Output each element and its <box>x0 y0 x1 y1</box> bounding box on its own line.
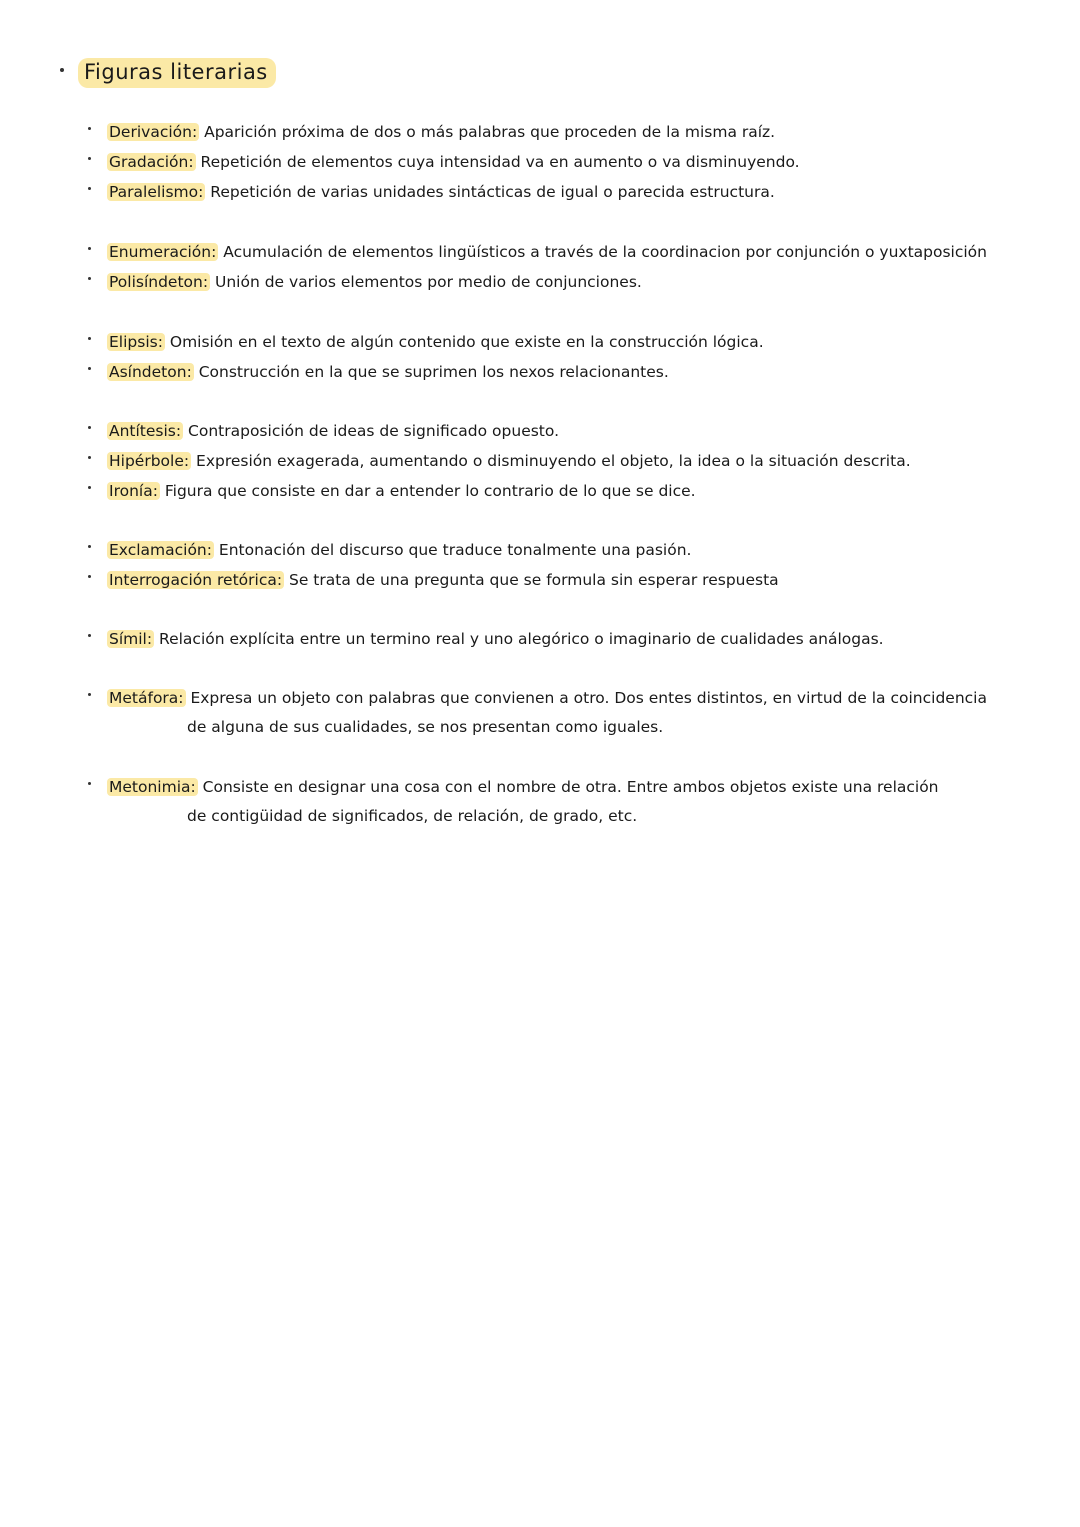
bullet-icon <box>88 127 91 130</box>
entry-definition: Expresa un objeto con palabras que convienen a otro. Dos entes distintos, en virtud de la coincidencia <box>185 689 987 707</box>
bullet-icon <box>88 157 91 160</box>
entry-term: Antítesis: <box>109 422 182 440</box>
entry-continuation: de contigüidad de significados, de relación, de grado, etc. <box>187 807 638 825</box>
entry-definition: Consiste en designar una cosa con el nombre de otra. Entre ambos objetos existe una relación <box>197 778 939 796</box>
list-item <box>88 566 1028 595</box>
list-item <box>88 536 1028 565</box>
entry-definition: Acumulación de elementos lingüísticos a través de la coordinacion por conjunción o yuxtaposición <box>218 243 987 261</box>
entry-definition: Aparición próxima de dos o más palabras que proceden de la misma raíz. <box>199 123 776 141</box>
list-item <box>88 268 1028 297</box>
bullet-icon <box>88 367 91 370</box>
entry-term: Derivación: <box>109 123 198 141</box>
entry-term: Metonimia: <box>109 778 196 796</box>
title-row <box>60 58 276 88</box>
bullet-icon <box>88 247 91 250</box>
bullet-icon <box>88 486 91 489</box>
bullet-icon <box>88 337 91 340</box>
entry-definition: Se trata de una pregunta que se formula sin esperar respuesta <box>284 571 779 589</box>
list-item <box>88 118 1028 147</box>
list-item <box>88 358 1028 387</box>
entry-definition: Relación explícita entre un termino real y uno alegórico o imaginario de cualidades análogas. <box>154 630 884 648</box>
list-item <box>88 447 1028 476</box>
entry-term: Gradación: <box>109 153 194 171</box>
bullet-icon <box>88 277 91 280</box>
bullet-icon <box>88 575 91 578</box>
entry-definition: Entonación del discurso que traduce tonalmente una pasión. <box>213 541 692 559</box>
bullet-icon <box>88 782 91 785</box>
entry-definition: Figura que consiste en dar a entender lo contrario de lo que se dice. <box>159 482 696 500</box>
entry-term: Interrogación retórica: <box>109 571 283 589</box>
list-item <box>88 684 1028 742</box>
page-title: Figuras literarias <box>78 58 276 88</box>
entry-term: Ironía: <box>109 482 158 500</box>
entry-term: Símil: <box>109 630 153 648</box>
bullet-icon <box>88 693 91 696</box>
entry-term: Hipérbole: <box>109 452 190 470</box>
list-item <box>88 773 1028 831</box>
list-item <box>88 625 1028 654</box>
entry-term: Polisíndeton: <box>109 273 209 291</box>
entry-continuation: de alguna de sus cualidades, se nos presentan como iguales. <box>187 718 664 736</box>
entry-definition: Construcción en la que se suprimen los nexos relacionantes. <box>193 363 669 381</box>
entry-definition: Unión de varios elementos por medio de conjunciones. <box>210 273 642 291</box>
list-item <box>88 238 1028 267</box>
entry-definition: Repetición de varias unidades sintácticas de igual o parecida estructura. <box>205 183 775 201</box>
list-item <box>88 328 1028 357</box>
entry-term: Enumeración: <box>109 243 217 261</box>
entry-definition: Omisión en el texto de algún contenido que existe en la construcción lógica. <box>164 333 764 351</box>
entry-term: Elipsis: <box>109 333 163 351</box>
list-item <box>88 477 1028 506</box>
list-item <box>88 417 1028 446</box>
entry-term: Asíndeton: <box>109 363 192 381</box>
list-item <box>88 148 1028 177</box>
entry-term: Metáfora: <box>109 689 184 707</box>
entry-term: Exclamación: <box>109 541 212 559</box>
bullet-icon <box>88 545 91 548</box>
entry-definition: Repetición de elementos cuya intensidad va en aumento o va disminuyendo. <box>195 153 800 171</box>
entry-definition: Contraposición de ideas de significado opuesto. <box>183 422 560 440</box>
bullet-icon <box>88 426 91 429</box>
bullet-icon <box>88 456 91 459</box>
bullet-icon <box>60 68 64 72</box>
bullet-icon <box>88 634 91 637</box>
entry-term: Paralelismo: <box>109 183 204 201</box>
bullet-icon <box>88 187 91 190</box>
entry-definition: Expresión exagerada, aumentando o disminuyendo el objeto, la idea o la situación descrita. <box>191 452 911 470</box>
list-item <box>88 178 1028 207</box>
